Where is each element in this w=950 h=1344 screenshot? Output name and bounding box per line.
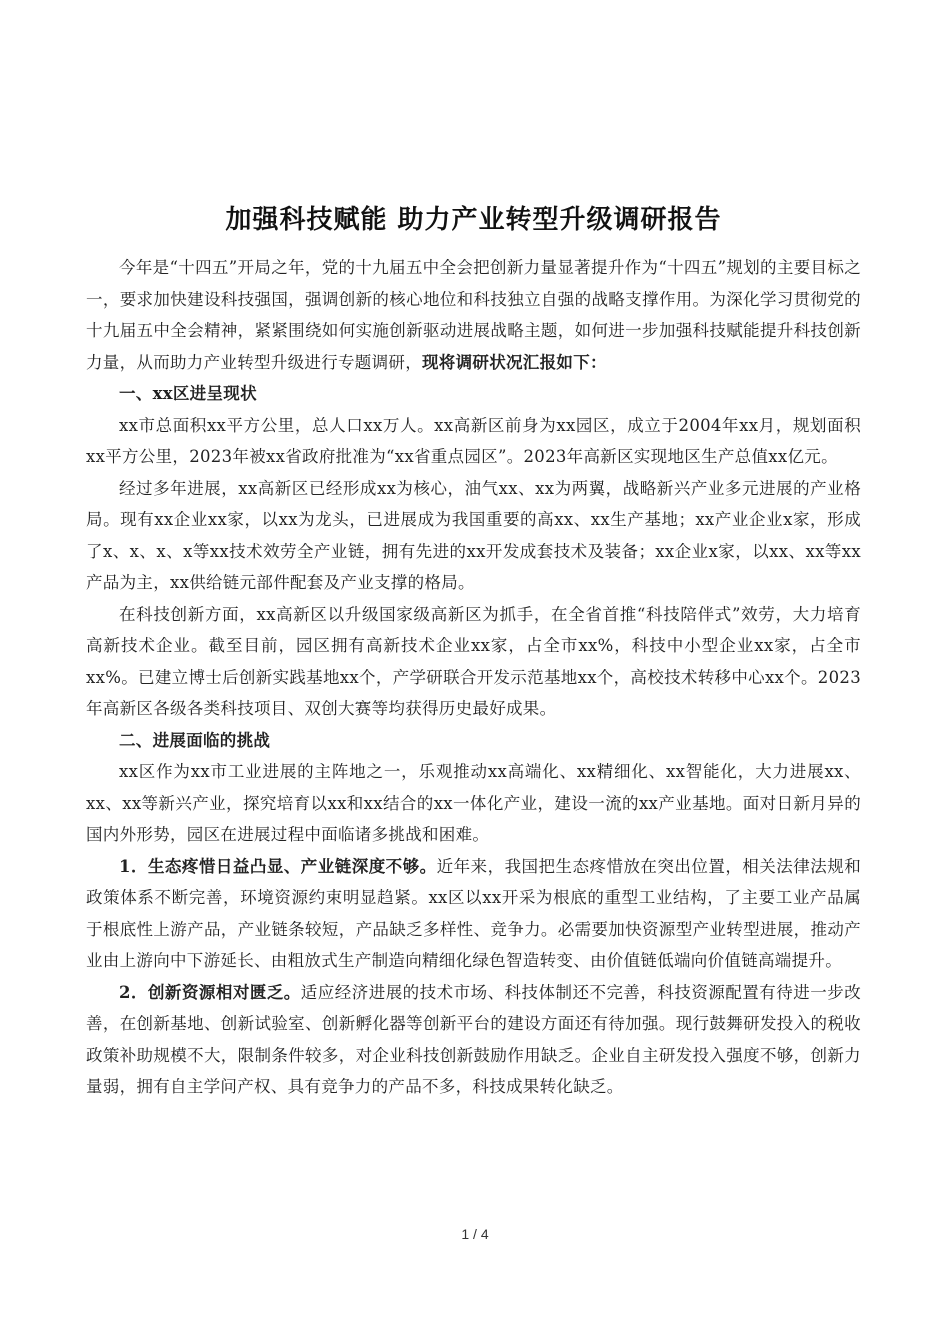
intro-text: 今年是“十四五”开局之年，党的十九届五中全会把创新力量显著提升作为“十四五”规划的主要目标之一，要求加快建设科技强国，强调创新的核心地位和科技独立自强的战略支撑作用。为深化学习贯彻党的十九届五中全会精神，紧紧围绕如何实施创新驱动进展战略主题，如何进一步加强科技赋能提升科技创新力量，从而助力产业转型升级进行专题调研， <box>86 258 861 372</box>
section-2-paragraph-1: xx区作为xx市工业进展的主阵地之一，乐观推动xx高端化、xx精细化、xx智能化，大力进展xx、xx、xx等新兴产业，探究培育以xx和xx结合的xx一体化产业，建设一流的xx产业基地。面对日新月异的国内外形势，园区在进展过程中面临诸多挑战和困难。 <box>86 762 861 844</box>
section-2-heading: 二、进展面临的挑战 <box>119 730 271 750</box>
challenge-item-2-text: 适应经济进展的技术市场、科技体制还不完善，科技资源配置有待进一步改善，在创新基地、创新试验室、创新孵化器等创新平台的建设方面还有待加强。现行鼓舞研发投入的税收政策补助规模不大，限制条件较多，对企业科技创新鼓励作用缺乏。企业自主研发投入强度不够，创新力量弱，拥有自主学问产权、具有竞争力的产品不多，科技成果转化缺乏。 <box>86 982 861 1096</box>
section-1-paragraph-1: xx市总面积xx平方公里，总人口xx万人。xx高新区前身为xx园区，成立于2004年xx月，规划面积xx平方公里，2023年被xx省政府批准为“xx省重点园区”。2023年高新区实现地区生产总值xx亿元。 <box>86 415 861 466</box>
document-body <box>86 200 861 1103</box>
section-1-heading: 一、xx区进呈现状 <box>119 384 257 403</box>
page-number: 1 / 4 <box>461 1226 489 1242</box>
intro-bold-text: 现将调研状况汇报如下： <box>422 352 607 372</box>
page-title: 加强科技赋能 助力产业转型升级调研报告 <box>225 205 722 235</box>
section-1-paragraph-3: 在科技创新方面，xx高新区以升级国家级高新区为抓手，在全省首推“科技陪伴式”效劳，大力培育高新技术企业。截至目前，园区拥有高新技术企业xx家，占全市xx%，科技中小型企业xx家，占全市xx%。已建立博士后创新实践基地xx个，产学研联合开发示范基地xx个，高校技术转移中心xx个。2023年高新区各级各类科技项目、双创大赛等均获得历史最好成果。 <box>86 604 861 718</box>
challenge-item-2-lead: 2．创新资源相对匮乏。 <box>119 982 301 1002</box>
challenge-item-2 <box>86 977 861 1103</box>
section-1-paragraph-2: 经过多年进展，xx高新区已经形成xx为核心，油气xx、xx为两翼，战略新兴产业多元进展的产业格局。现有xx企业xx家，以xx为龙头，已进展成为我国重要的高xx、xx生产基地；xx产业企业x家，形成了x、x、x、x等xx技术效劳全产业链，拥有先进的xx开发成套技术及装备；xx企业x家，以xx、xx等xx产品为主，xx供给链元部件配套及产业支撑的格局。 <box>86 478 861 592</box>
intro-paragraph <box>86 252 861 378</box>
challenge-item-1-lead: 1．生态疼惜日益凸显、产业链深度不够。 <box>119 856 437 876</box>
challenge-item-1 <box>86 851 861 977</box>
challenge-item-1-text: 近年来，我国把生态疼惜放在突出位置，相关法律法规和政策体系不断完善，环境资源约束明显趋紧。xx区以xx开采为根底的重型工业结构，了主要工业产品属于根底性上游产品，产业链条较短，产品缺乏多样性、竞争力。必需要加快资源型产业转型进展，推动产业由上游向中下游延长、由粗放式生产制造向精细化绿色智造转变、由价值链低端向价值链高端提升。 <box>86 856 862 970</box>
